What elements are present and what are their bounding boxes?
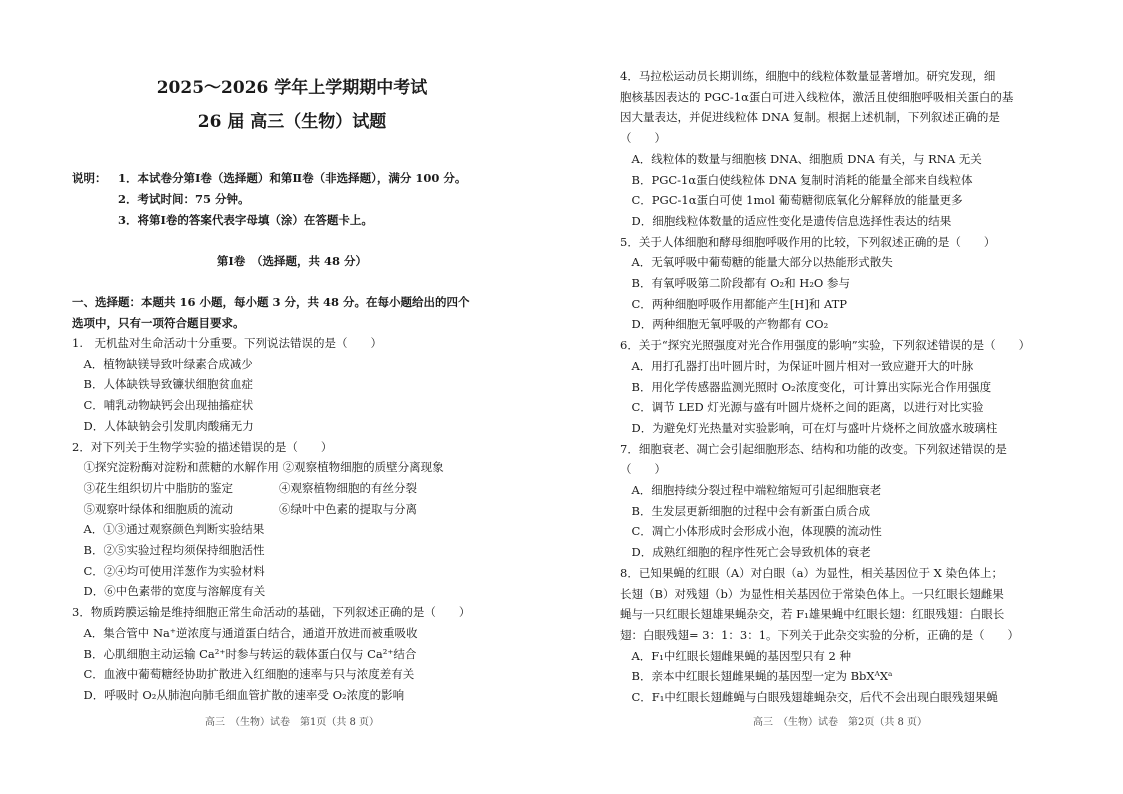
question-line: B．亲本中红眼长翅雌果蝇的基因型一定为 BbXᴬXᵃ (620, 669, 893, 684)
question-line: （ ） (620, 462, 666, 477)
question-line: 2．对下列关于生物学实验的描述错误的是（ ） (72, 439, 333, 454)
exam-subtitle: 26 届 高三（生物）试题 (197, 112, 387, 132)
question-line: C．②④均可使用洋葱作为实验材料 (72, 563, 265, 578)
question-line: （ ） (620, 131, 666, 146)
question-line: 因大量表达，并促进线粒体 DNA 复制。根据上述机制，下列叙述正确的是 (620, 110, 1000, 125)
question-line: A．①③通过观察颜色判断实验结果 (72, 522, 265, 537)
question-line: B．生发层更新细胞的过程中会有新蛋白质合成 (620, 503, 870, 518)
question-line: B．PGC-1α蛋白使线粒体 DNA 复制时消耗的能量全部来自线粒体 (620, 172, 973, 187)
question-line: ①探究淀粉酶对淀粉和蔗糖的水解作用 ②观察植物细胞的质壁分离现象 (72, 460, 444, 475)
instructions-label: 说明： (72, 171, 107, 185)
question-line: A．用打孔器打出叶圆片时，为保证叶圆片相对一致应避开大的叶脉 (620, 358, 974, 373)
question-line: B．用化学传感器监测光照时 O₂浓度变化，可计算出实际光合作用强度 (620, 379, 992, 394)
question-line: B．人体缺铁导致镰状细胞贫血症 (72, 377, 253, 392)
section-title: 第Ⅰ卷 （选择题，共 48 分） (216, 254, 368, 268)
question-line: C．哺乳动物缺钙会出现抽搐症状 (72, 398, 254, 413)
question-line: C．PGC-1α蛋白可使 1mol 葡萄糖彻底氧化分解释放的能量更多 (620, 193, 963, 208)
part-intro: 选项中，只有一项符合题目要求。 (72, 316, 245, 330)
question-line: 5．关于人体细胞和酵母细胞呼吸作用的比较，下列叙述正确的是（ ） (620, 234, 996, 249)
question-line: ⑤观察叶绿体和细胞质的流动 ⑥绿叶中色素的提取与分离 (72, 501, 417, 516)
page-left (72, 0, 512, 794)
question-line: ③花生组织切片中脂肪的鉴定 ④观察植物细胞的有丝分裂 (72, 480, 417, 495)
question-line: 1. 无机盐对生命活动十分重要。下列说法错误的是（ ） (72, 336, 382, 350)
question-line: D．为避免灯光热量对实验影响，可在灯与盛叶片烧杯之间放盛水玻璃柱 (620, 420, 998, 435)
question-line: C．F₁中红眼长翅雌蝇与白眼残翅雄蝇杂交，后代不会出现白眼残翅果蝇 (620, 690, 998, 704)
question-line: B．②⑤实验过程均须保持细胞活性 (72, 543, 265, 557)
question-line: 蝇与一只红眼长翅雄果蝇杂交，若 F₁雄果蝇中红眼长翅：红眼残翅：白眼长 (620, 607, 1005, 622)
question-line: A．线粒体的数量与细胞核 DNA、细胞质 DNA 有关，与 RNA 无关 (620, 151, 982, 166)
part-intro: 一、选择题：本题共 16 小题，每小题 3 分，共 48 分。在每小题给出的四个 (72, 295, 470, 309)
exam-title: 2025～2026 学年上学期期中考试 (156, 78, 428, 98)
question-line: 6．关于“探究光照强度对光合作用强度的影响”实验，下列叙述错误的是（ ） (620, 338, 1031, 353)
question-line: 长翅（B）对残翅（b）为显性相关基因位于常染色体上。一只红眼长翅雌果 (620, 586, 1004, 601)
page-footer: 高三 （生物）试卷 第1页（共 8 页） (204, 717, 380, 728)
question-line: D．呼吸时 O₂从肺泡向肺毛细血管扩散的速率受 O₂浓度的影响 (72, 687, 405, 702)
question-line: C．调节 LED 灯光源与盛有叶圆片烧杯之间的距离，以进行对比实验 (620, 400, 984, 415)
question-line: 7．细胞衰老、凋亡会引起细胞形态、结构和功能的改变。下列叙述错误的是 (620, 441, 1007, 456)
instruction-item: 3．将第Ⅰ卷的答案代表字母填（涂）在答题卡上。 (118, 213, 373, 227)
question-line: A．F₁中红眼长翅雌果蝇的基因型只有 2 种 (620, 648, 852, 663)
question-line: D．⑥中色素带的宽度与溶解度有关 (72, 584, 266, 599)
question-line: D．细胞线粒体数量的适应性变化是遗传信息选择性表达的结果 (620, 213, 952, 228)
question-line: A．无氧呼吸中葡萄糖的能量大部分以热能形式散失 (620, 255, 893, 270)
question-line: B．有氧呼吸第二阶段都有 O₂和 H₂O 参与 (620, 276, 851, 290)
instruction-item: 1．本试卷分第Ⅰ卷（选择题）和第Ⅱ卷（非选择题），满分 100 分。 (118, 171, 467, 185)
question-line: C．血液中葡萄糖经协助扩散进入红细胞的速率与只与浓度差有关 (72, 667, 415, 682)
page-footer: 高三 （生物）试卷 第2页（共 8 页） (752, 717, 928, 728)
question-line: 胞核基因表达的 PGC-1α蛋白可进入线粒体，激活且使细胞呼吸相关蛋白的基 (620, 89, 1014, 104)
page-right (620, 0, 1060, 794)
question-line: D．成熟红细胞的程序性死亡会导致机体的衰老 (620, 545, 871, 560)
instruction-item: 2．考试时间：75 分钟。 (118, 192, 250, 206)
question-line: D．两种细胞无氧呼吸的产物都有 CO₂ (620, 317, 829, 332)
question-line: A．植物缺镁导致叶绿素合成减少 (72, 356, 253, 371)
question-line: C．凋亡小体形成时会形成小泡，体现膜的流动性 (620, 524, 882, 539)
question-line: 4．马拉松运动员长期训练，细胞中的线粒体数量显著增加。研究发现，细 (620, 69, 996, 83)
question-line: 8．已知果蝇的红眼（A）对白眼（a）为显性，相关基因位于 X 染色体上； (620, 565, 1003, 580)
question-line: 3．物质跨膜运输是维持细胞正常生命活动的基础，下列叙述正确的是（ ） (72, 605, 471, 620)
question-line: A．集合管中 Na⁺逆浓度与通道蛋白结合，通道开放进而被重吸收 (72, 625, 418, 640)
question-line: D．人体缺钠会引发肌肉酸痛无力 (72, 418, 254, 433)
question-line: C．两种细胞呼吸作用都能产生[H]和 ATP (620, 296, 848, 311)
question-line: 翅：白眼残翅= 3：1：3：1。下列关于此杂交实验的分析，正确的是（ ） (620, 627, 1020, 642)
question-line: B．心肌细胞主动运输 Ca²⁺时参与转运的载体蛋白仅与 Ca²⁺结合 (72, 646, 417, 661)
question-line: A．细胞持续分裂过程中端粒缩短可引起细胞衰老 (620, 483, 882, 497)
